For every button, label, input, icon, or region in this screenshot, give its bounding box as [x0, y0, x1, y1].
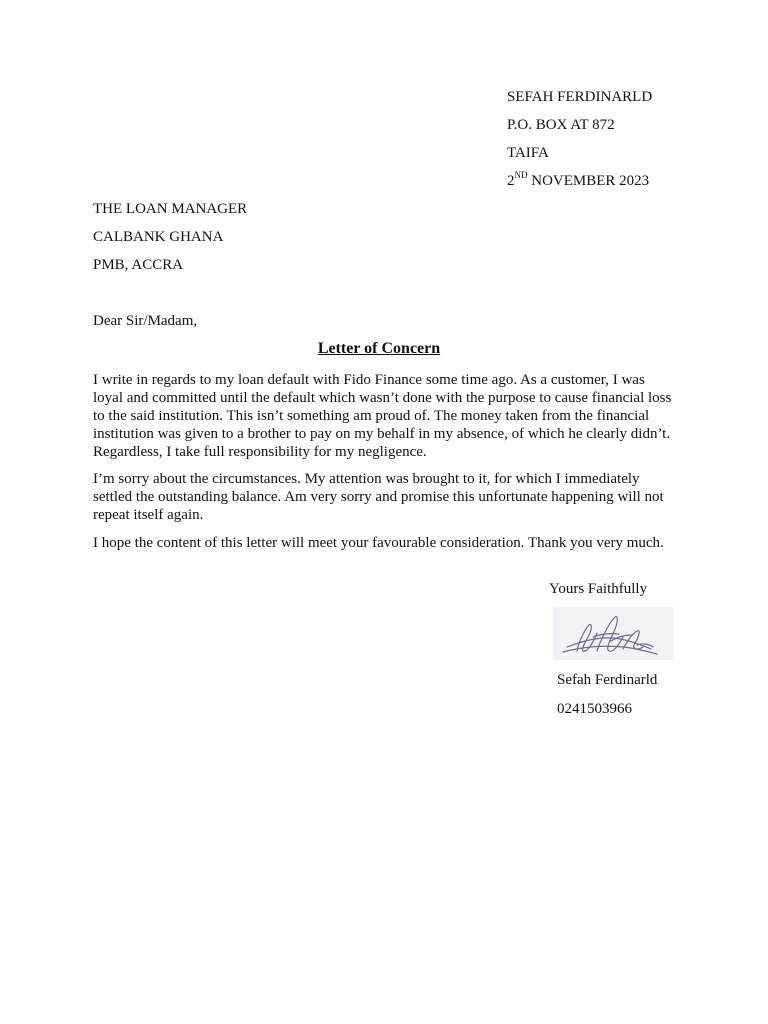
closing: Yours Faithfully [549, 581, 648, 597]
date-suffix: ND [514, 170, 528, 180]
sender-city: TAIFA [507, 145, 549, 161]
date-rest: NOVEMBER 2023 [527, 173, 650, 189]
salutation: Dear Sir/Madam, [93, 313, 198, 329]
recipient-address: PMB, ACCRA [93, 257, 184, 273]
body-paragraph-3: I hope the content of this letter will meet your favourable consideration. Thank you very much. [93, 535, 664, 551]
signature-image [553, 607, 673, 660]
signatory-name: Sefah Ferdinarld [557, 672, 658, 688]
date-day: 2 [507, 173, 515, 189]
recipient-title: THE LOAN MANAGER [93, 201, 248, 217]
body-paragraph-2: I’m sorry about the circumstances. My attention was brought to it, for which I immediately settled the outstanding balance. Am very sorry and promise this unfortunate happening will not repeat itself again. [93, 471, 664, 523]
signatory-phone: 0241503966 [557, 701, 632, 717]
sender-name: SEFAH FERDINARLD [507, 89, 653, 105]
letter-date [507, 172, 649, 190]
body-paragraph-1: I write in regards to my loan default with Fido Finance some time ago. As a customer, I was loyal and committed until the default which wasn’t done with the purpose to cause financial loss to the said institution. This isn’t something am proud of. The money taken from the financial institution was given to a brother to pay on my behalf in my absence, of which he clearly didn’t. Regardless, I take full responsibility for my negligence. [93, 372, 672, 460]
sender-address: P.O. BOX AT 872 [507, 117, 615, 133]
recipient-bank: CALBANK GHANA [93, 229, 224, 245]
letter-title: Letter of Concern [317, 340, 441, 357]
